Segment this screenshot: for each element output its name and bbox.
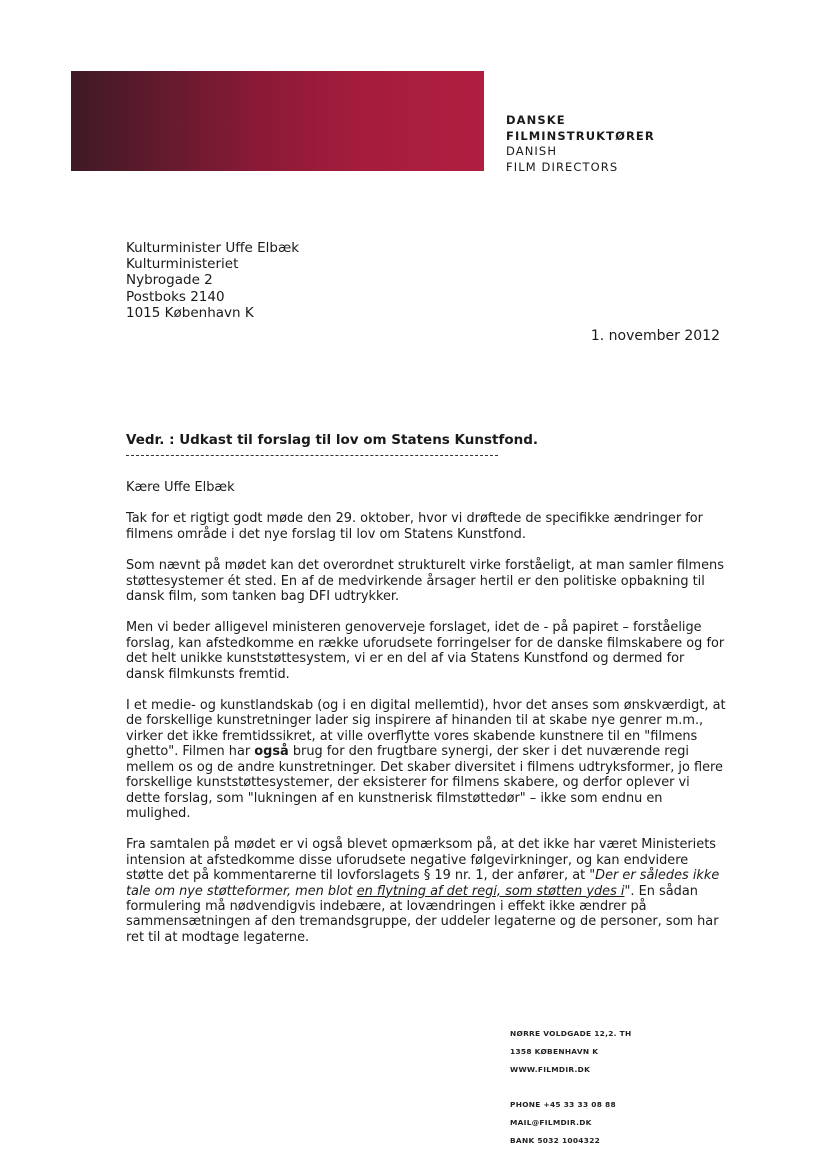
quote-underlined: en flytning af det regi, som støtten ydes i — [356, 883, 625, 899]
recipient-line: Postboks 2140 — [126, 288, 225, 305]
org-name-line: DANSKE — [506, 113, 566, 127]
paragraph-3: Men vi beder alligevel ministeren genoverveje forslaget, idet de - på papiret – forståelige forslag, kan afstedkomme en række uforudsete forringelser for de danske filmskabere og for det helt unikke kunststøttesystem, vi er en del af via Statens Kunstfond og dermed for dansk filmkunsts fremtid. — [126, 620, 725, 682]
organization-name — [506, 113, 655, 175]
quote-part-a: "Der er således ikke tale om nye støtteformer, men blot — [126, 868, 720, 899]
footer-address-line: 1358 KØBENHAVN K — [510, 1046, 599, 1056]
letter-subject: Vedr. : Udkast til forslag til lov om Statens Kunstfond. — [126, 432, 539, 448]
paragraph-4-part-b: brug for den frugtbare synergi, der sker i det nuværende regi mellem os og de andre kunstretninger. Det skaber diversitet i filmens udtryksformer, jo flere forskellige kunststøttesystemer, der eksisterer for filmens skabere, og derfor oplever vi dette forslag, som "lukningen af en kunstnerisk filmstøttedør" – ikke som endnu en mulighed. — [126, 744, 723, 821]
recipient-line: Kulturminister Uffe Elbæk — [126, 240, 300, 256]
letter-date: 1. november 2012 — [590, 328, 720, 344]
paragraph-1: Tak for et rigtigt godt møde den 29. oktober, hvor vi drøftede de specifikke ændringer for filmens område i det nye forslag til lov om Statens Kunstfond. — [126, 511, 703, 542]
footer-address-line: NØRRE VOLDGADE 12,2. TH — [510, 1029, 632, 1038]
paragraph-5-part-b: . En sådan formulering må nødvendigvis indebære, at lovændringen i effekt ikke ændrer på sammensætningen af den tremandsgruppe, der uddeler legaterne og de personer, som har ret til at modtage legaterne. — [126, 883, 719, 945]
quote-part-b: " — [624, 883, 631, 899]
paragraph-4-part-a: I et medie- og kunstlandskab (og i en digital mellemtid), hvor det anses som ønskværdigt, at de forskellige kunstretninger lader sig inspirere af hinanden til at skabe nye genrer m.m., virker det ikke fremtidssikret, at ville overflytte vores skabende kunstnere til en "filmens ghetto". Filmen har — [126, 698, 726, 760]
org-name-line: DANISH — [506, 144, 558, 158]
org-name-line: FILMINSTRUKTØRER — [506, 128, 655, 143]
footer-email: MAIL@FILMDIR.DK — [510, 1118, 592, 1128]
paragraph-5-part-a: Fra samtalen på mødet er vi også blevet opmærksom på, at det ikke har været Ministeriets intension at afstedkomme disse uforudsete negative følgevirkninger, og kan endvidere støtte det på kommentarerne til lovforslagets § 19 nr. 1, der anfører, at — [126, 837, 716, 884]
paragraph-4 — [126, 698, 726, 821]
org-name-line: FILM DIRECTORS — [506, 159, 619, 174]
recipient-line: Nybrogade 2 — [126, 272, 213, 289]
footer-bank: BANK 5032 1004322 — [510, 1135, 601, 1145]
subject-divider — [126, 455, 498, 456]
recipient-address — [126, 240, 299, 321]
letter-body — [126, 480, 726, 961]
logo-color-bar — [71, 71, 484, 171]
footer-phone: PHONE +45 33 33 08 88 — [510, 1100, 616, 1110]
recipient-line: Kulturministeriet — [126, 256, 239, 273]
paragraph-5 — [126, 837, 726, 945]
paragraph-2: Som nævnt på mødet kan det overordnet strukturelt virke forståeligt, at man samler filmens støttesystemer ét sted. En af de medvirkende årsager hertil er den politiske opbakning til dansk film, som tanken bag DFI udtrykker. — [126, 558, 724, 605]
footer-website: WWW.FILMDIR.DK — [510, 1064, 591, 1074]
emphasis-text: også — [254, 744, 289, 760]
letterhead-footer — [510, 1025, 631, 1150]
recipient-line: 1015 København K — [126, 304, 254, 321]
greeting: Kære Uffe Elbæk — [126, 480, 235, 495]
